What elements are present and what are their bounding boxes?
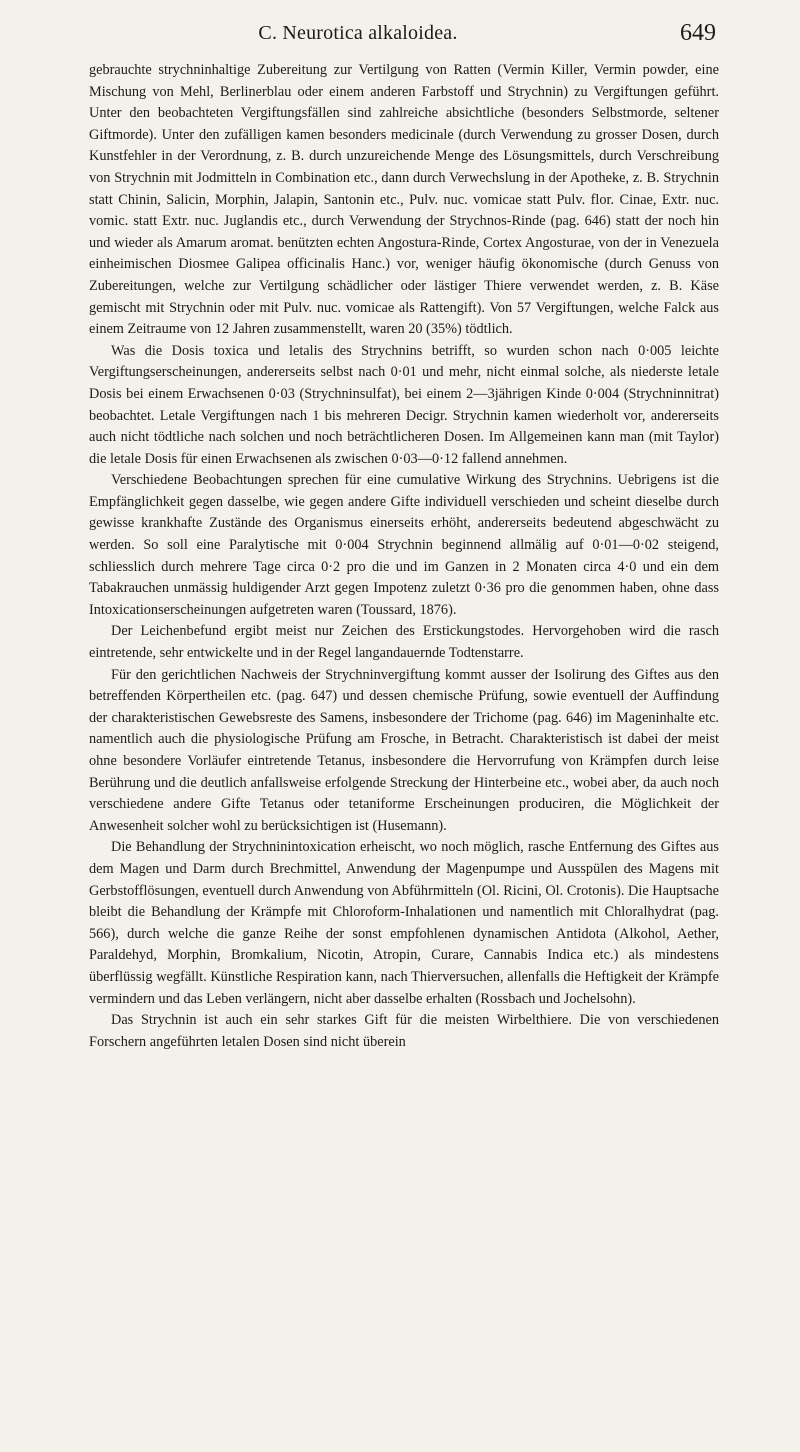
paragraph-7: Das Strychnin ist auch ein sehr starkes Gift für die meisten Wirbelthiere. Die von verschiedenen Forschern angeführten letalen Dosen sind nicht überein xyxy=(89,1012,719,1050)
paragraph-5: Für den gerichtlichen Nachweis der Strychninvergiftung kommt ausser der Isolirung des Giftes aus den betreffenden Körpertheilen etc. (pag. 647) und dessen chemische Prüfung, sowie eventuell der Auffindung der charakteristischen Gewebsreste des Samens, insbesondere der Trichome (pag. 646) im Mageninhalte etc. namentlich auch die physiologische Prüfung am Frosche, in Betracht. Charakteristisch ist dabei der meist ohne besondere Vorläufer eintretende Tetanus, insbesondere die Hervorrufung von Krämpfen durch leise Berührung und die deutlich anfallsweise erfolgende Streckung der Hinterbeine etc., wobei aber, da auch noch verschiedene andere Gifte Tetanus oder tetaniforme Erscheinungen produciren, die Möglichkeit der Anwesenheit solcher wohl zu berücksichtigen ist (Husemann). xyxy=(89,666,719,834)
chapter-title: C. Neurotica alkaloidea. xyxy=(258,22,458,44)
paragraph-6: Die Behandlung der Strychninintoxication erheischt, wo noch möglich, rasche Entfernung des Giftes aus dem Magen und Darm durch Brechmittel, Anwendung der Magenpumpe und Ausspülen des Magens mit Gerbstofflösungen, eventuell durch Anwendung von Abführmitteln (Ol. Ricini, Ol. Crotonis). Die Hauptsache bleibt die Behandlung der Krämpfe mit Chloroform-Inhalationen und namentlich mit Chloralhydrat (pag. 566), durch welche die ganze Reihe der sonst empfohlenen dynamischen Antidota (Alkohol, Aether, Paraldehyd, Morphin, Bromkalium, Nicotin, Atropin, Curare, Cannabis Indica etc.) als mindestens überflüssig wegfällt. Künstliche Respiration kann, nach Thierversuchen, allenfalls die Heftigkeit der Krämpfe vermindern und das Leben verlängern, nicht aber dasselbe erhalten (Rossbach und Jochelsohn). xyxy=(89,839,719,1007)
paragraph-3: Verschiedene Beobachtungen sprechen für eine cumulative Wirkung des Strychnins. Uebrigens ist die Empfänglichkeit gegen dasselbe, wie gegen andere Gifte individuell verschieden und scheint dieselbe durch gewisse krankhafte Zustände des Organismus einerseits erhöht, andererseits bedeutend abgeschwächt zu werden. So soll eine Paralytische mit 0·004 Strychnin beginnend allmälig auf 0·01—0·02 steigend, schliesslich durch mehrere Tage circa 0·2 pro die und im Ganzen in 2 Monaten circa 4·0 und ein dem Tabakrauchen unmässig huldigender Arzt gegen Impotenz zuletzt 0·36 pro die genommen haben, ohne dass Intoxicationserscheinungen aufgetreten waren (Toussard, 1876). xyxy=(89,472,719,618)
body-text xyxy=(89,60,719,1053)
page-number: 649 xyxy=(680,20,716,46)
running-header xyxy=(0,20,716,50)
paragraph-1: gebrauchte strychninhaltige Zubereitung zur Vertilgung von Ratten (Vermin Killer, Vermin powder, eine Mischung von Mehl, Berlinerblau oder einem anderen Farbstoff und Strychnin) zu Vergiftungen geführt. Unter den beobachteten Vergiftungsfällen sind zahlreiche absichtliche (besonders Selbstmorde, seltener Giftmorde). Unter den zufälligen kamen besonders medicinale (durch Verwendung zu grosser Dosen, durch Kunstfehler in der Verordnung, z. B. durch unzureichende Menge des Lösungsmittels, durch Verschreibung von Strychnin mit Jodmitteln in Combination etc., dann durch Verwechslung in der Apotheke, z. B. Strychnin statt Chinin, Salicin, Morphin, Jalapin, Santonin etc., Pulv. nuc. vomicae statt Pulv. flor. Cinae, Extr. nuc. vomic. statt Extr. nuc. Juglandis etc., durch Verwendung der Strychnos-Rinde (pag. 646) statt der noch hin und wieder als Amarum aromat. benützten echten Angostura-Rinde, Cortex Angosturae, von der in Venezuela einheimischen Diosmee Galipea officinalis Hanc.) vor, weniger häufig ökonomische (durch Genuss von Zubereitungen, welche zur Vertilgung schädlicher oder lästiger Thiere verwendet werden, z. B. Käse gemischt mit Strychnin oder mit Pulv. nuc. vomicae als Rattengift). Von 57 Vergiftungen, welche Falck aus einem Zeitraume von 12 Jahren zusammenstellt, waren 20 (35%) tödtlich. xyxy=(89,62,719,338)
paragraph-2: Was die Dosis toxica und letalis des Strychnins betrifft, so wurden schon nach 0·005 leichte Vergiftungserscheinungen, andererseits selbst nach 0·01 und mehr, nicht einmal solche, als niederste letale Dosis bei einem Erwachsenen 0·03 (Strychninsulfat), bei einem 2—3jährigen Kinde 0·004 (Strychninnitrat) beobachtet. Letale Vergiftungen nach 1 bis mehreren Decigr. Strychnin kamen wiederholt vor, andererseits auch nicht tödtliche nach solchen und noch beträchtlicheren Dosen. Im Allgemeinen kann man (mit Taylor) die letale Dosis für einen Erwachsenen als zwischen 0·03—0·12 fallend annehmen. xyxy=(89,342,719,467)
paragraph-4: Der Leichenbefund ergibt meist nur Zeichen des Erstickungstodes. Hervorgehoben wird die rasch eintretende, sehr entwickelte und in der Regel langandauernde Todtenstarre. xyxy=(89,623,719,662)
